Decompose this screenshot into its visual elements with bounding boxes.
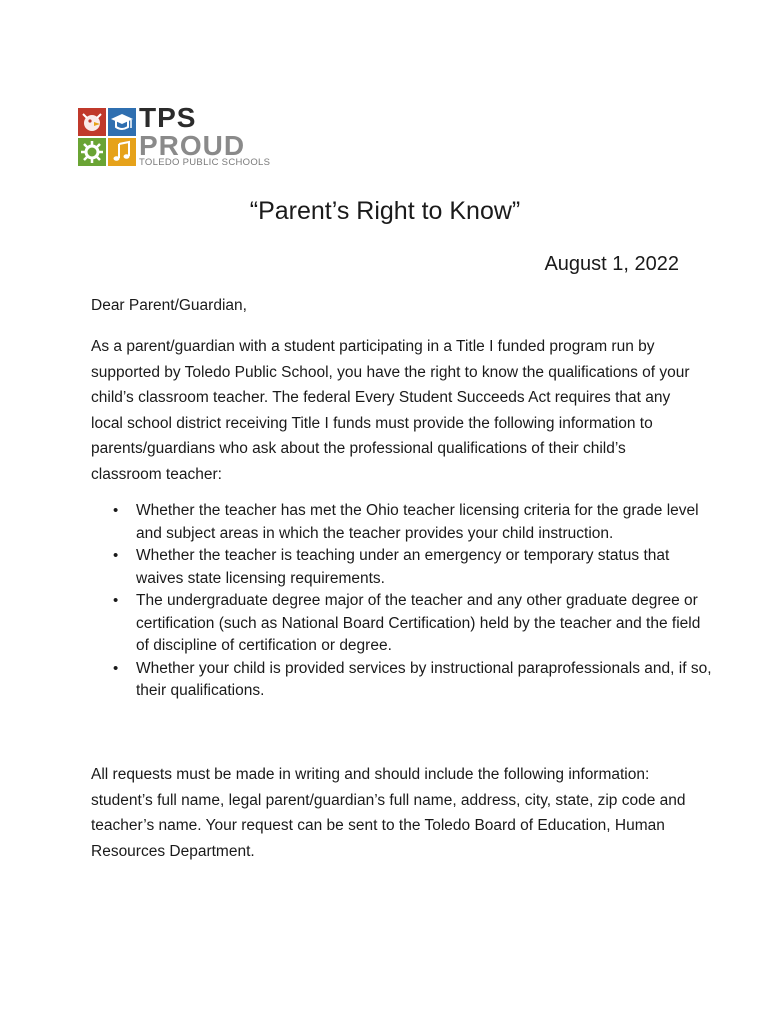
letter-date: August 1, 2022: [544, 253, 679, 275]
document-title: “Parent’s Right to Know”: [249, 197, 521, 225]
closing-paragraph: All requests must be made in writing and should include the following information: student’s full name, legal parent/guardian’s full name, address, city, state, zip code and teacher’s name. Your request can be sent to the Toledo Board of Education, Human Resources Department.: [91, 766, 686, 860]
salutation: Dear Parent/Guardian,: [91, 297, 247, 314]
music-note-icon: [108, 138, 136, 166]
tps-proud-logo: [78, 102, 292, 170]
eagle-mascot-icon: [78, 108, 106, 136]
logo-tiles: [78, 108, 136, 167]
gear-icon: [78, 138, 106, 166]
list-item: • Whether the teacher has met the Ohio teacher licensing criteria for the grade level and subject areas in which the teacher provides your child instruction.: [136, 500, 716, 545]
logo-wordmark-proud: PROUD: [139, 130, 246, 161]
qualification-list: [91, 500, 716, 703]
logo-wordmark-tps: TPS: [139, 102, 197, 133]
intro-paragraph: As a parent/guardian with a student participating in a Title I funded program run by supported by Toledo Public School, you have the right to know the qualifications of your child’s classroom teacher. The federal Every Student Succeeds Act requires that any local school district receiving Title I funds must provide the following information to parents/guardians who ask about the professional qualifications of their child’s classroom teacher:: [91, 338, 690, 483]
list-item: • Whether the teacher is teaching under an emergency or temporary status that waives state licensing requirements.: [136, 545, 716, 590]
list-item: • Whether your child is provided services by instructional paraprofessionals and, if so, their qualifications.: [136, 658, 716, 703]
list-item: • The undergraduate degree major of the teacher and any other graduate degree or certification (such as National Board Certification) held by the teacher and the field of discipline of certification or degree.: [136, 590, 716, 658]
graduation-cap-icon: [108, 108, 136, 136]
logo-tagline: TOLEDO PUBLIC SCHOOLS: [139, 157, 271, 168]
